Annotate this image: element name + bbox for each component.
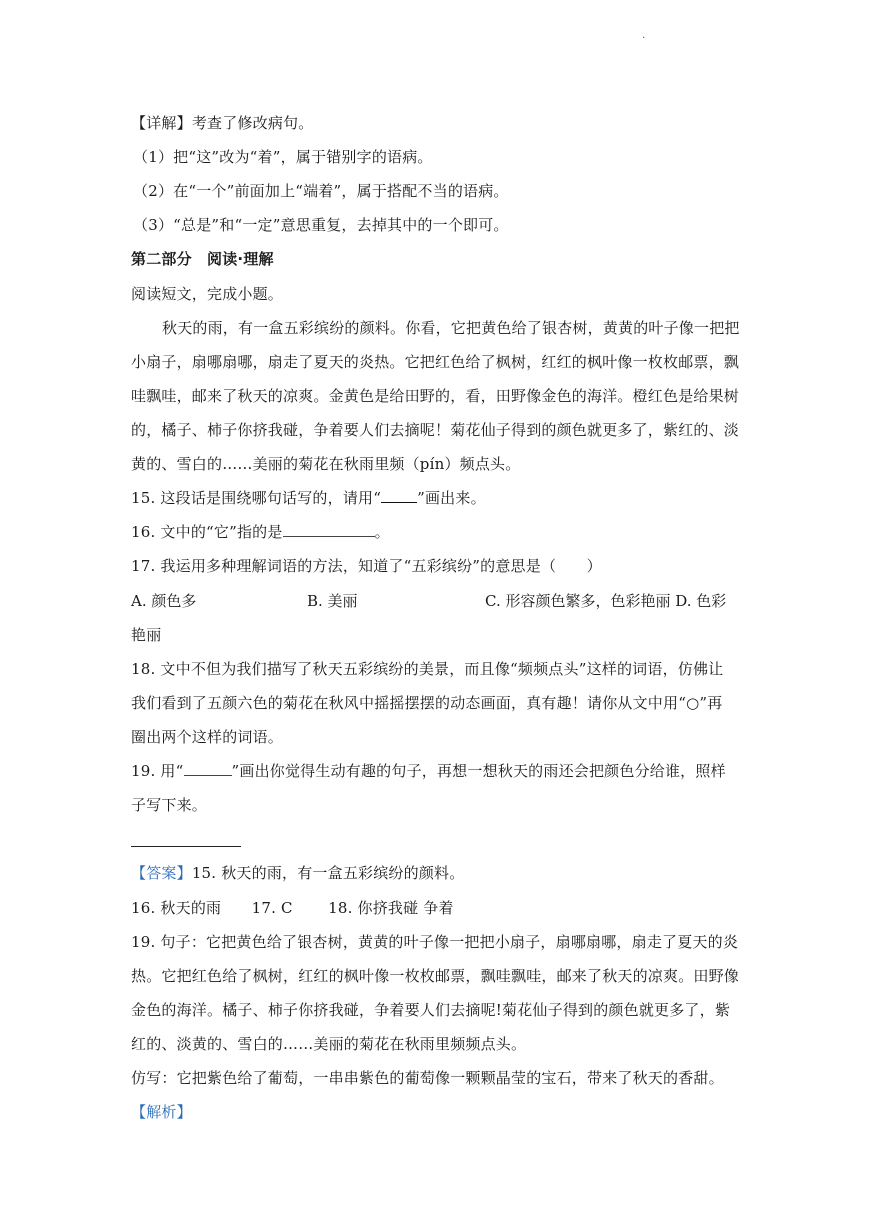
question-15: [131, 488, 486, 508]
passage-line-2: 小扇子，扇哪扇哪，扇走了夏天的炎热。它把红色给了枫树，红红的枫叶像一枚枚邮票，飘: [131, 353, 740, 371]
analysis-tag: 【解析】: [131, 1103, 192, 1121]
header-dot: .: [642, 30, 646, 41]
q17-option-a: A. 颜色多: [131, 592, 197, 610]
answer-19-imitation: 仿写：它把紫色给了葡萄，一串串紫色的葡萄像一颗颗晶莹的宝石，带来了秋天的香甜。: [131, 1069, 724, 1087]
q16-text-a: 16. 文中的“它”指的是: [131, 523, 283, 541]
answer-19-line-3: 金色的海洋。橘子、柿子你挤我碰，争着要人们去摘呢!菊花仙子得到的颜色就更多了，紫: [131, 1001, 731, 1019]
section-divider: [131, 846, 241, 847]
question-18-line-1: 18. 文中不但为我们描写了秋天五彩缤纷的美景，而且像“频频点头”这样的词语，仿佛让: [131, 660, 724, 678]
detail-title: [131, 113, 313, 133]
q19-text-a: 19. 用“: [131, 762, 184, 780]
q17-option-c-d: C. 形容颜色繁多，色彩艳丽 D. 色彩: [485, 592, 727, 610]
q16-answer-blank: [283, 522, 375, 537]
detail-line-2: （2）在“一个”前面加上“端着”，属于搭配不当的语病。: [133, 182, 509, 200]
passage-line-3: 哇飘哇，邮来了秋天的凉爽。金黄色是给田野的，看，田野像金色的海洋。橙红色是给果树: [131, 387, 740, 405]
q17-option-wrap: 艳丽: [131, 626, 162, 644]
q15-text-b: ”画出来。: [417, 489, 486, 507]
answer-15-text: 15. 秋天的雨，有一盒五彩缤纷的颜料。: [191, 864, 465, 882]
reading-instruction: 阅读短文，完成小题。: [131, 285, 284, 303]
detail-text: 考查了修改病句。: [191, 114, 314, 132]
answer-19-line-1: 19. 句子：它把黄色给了银杏树，黄黄的叶子像一把把小扇子，扇哪扇哪，扇走了夏天的炎: [131, 933, 739, 951]
question-17: 17. 我运用多种理解词语的方法，知道了“五彩缤纷”的意思是（ ）: [131, 557, 602, 575]
detail-line-3: （3）“总是”和“一定”意思重复，去掉其中的一个即可。: [133, 216, 509, 234]
q19-underline-sample: [184, 761, 232, 776]
answer-19-line-4: 红的、淡黄的、雪白的……美丽的菊花在秋雨里频频点头。: [131, 1035, 527, 1053]
question-16: [131, 522, 390, 542]
passage-line-4: 的，橘子、柿子你挤我碰，争着要人们去摘呢！菊花仙子得到的颜色就更多了，紫红的、淡: [131, 421, 740, 439]
question-19: [131, 761, 726, 781]
passage-line-5: 黄的、雪白的……美丽的菊花在秋雨里频（pín）频点头。: [131, 455, 521, 473]
answer-16-18: 16. 秋天的雨 17. C 18. 你挤我碰 争着: [131, 899, 454, 917]
answer-tag: 【答案】: [131, 864, 192, 882]
question-19-wrap: 子写下来。: [131, 796, 208, 814]
answer-19-line-2: 热。它把红色给了枫树，红红的枫叶像一枚枚邮票，飘哇飘哇，邮来了秋天的凉爽。田野像: [131, 967, 740, 985]
detail-line-1: （1）把“这”改为“着”，属于错别字的语病。: [133, 148, 433, 166]
detail-tag: 【详解】: [131, 114, 192, 132]
q19-text-b: ”画出你觉得生动有趣的句子，再想一想秋天的雨还会把颜色分给谁，照样: [231, 762, 726, 780]
section-heading: 第二部分 阅读·理解: [131, 250, 274, 268]
question-18-line-2: 我们看到了五颜六色的菊花在秋风中摇摇摆摆的动态画面，真有趣！请你从文中用“○”再: [131, 694, 723, 712]
q17-option-b: B. 美丽: [307, 592, 358, 610]
q15-underline-sample: [381, 488, 417, 503]
question-18-line-3: 圈出两个这样的词语。: [131, 728, 284, 746]
q16-text-b: 。: [374, 523, 390, 541]
passage-line-1: 秋天的雨，有一盒五彩缤纷的颜料。你看，它把黄色给了银杏树，黄黄的叶子像一把把: [162, 319, 740, 337]
answer-15: [131, 863, 464, 883]
q15-text-a: 15. 这段话是围绕哪句话写的，请用“: [131, 489, 382, 507]
